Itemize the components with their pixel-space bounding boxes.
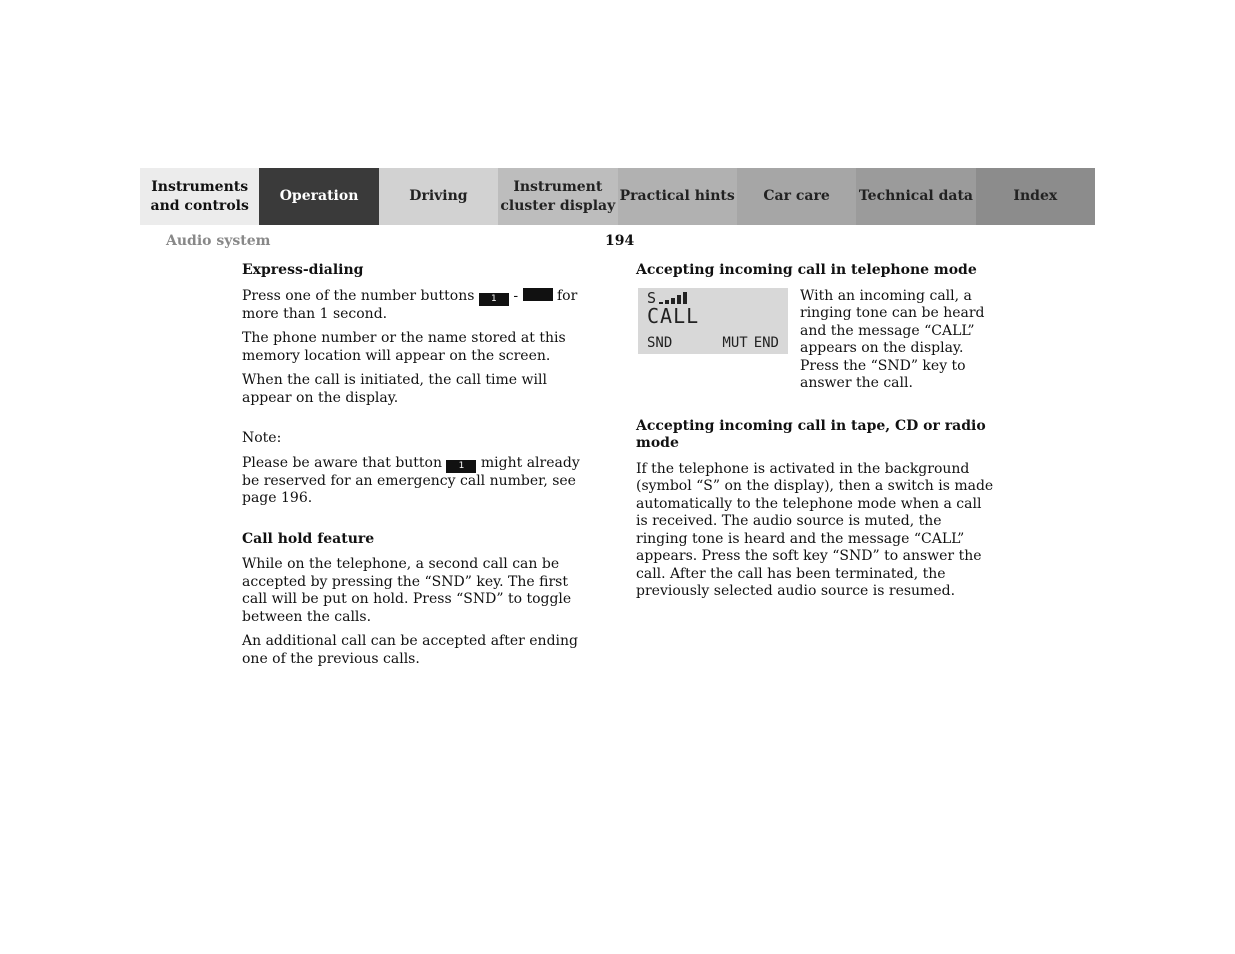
display-softkeys — [647, 335, 779, 353]
tape-cd-radio-heading: Accepting incoming call in tape, CD or radio mode — [636, 417, 986, 451]
tab-driving[interactable] — [379, 168, 498, 225]
paragraph: If the telephone is activated in the background (symbol “S” on the display), then a switch is made automatically to the telephone mode when a call is received. The audio source is muted, the ringing tone is heard and the message “CALL” appears. Press the soft key “SND” to answer the call. After the call has been terminated, the previously selected audio source is resumed. — [636, 460, 994, 599]
instruction-text: for more than 1 second. — [242, 287, 578, 322]
softkey-snd: SND — [647, 334, 673, 351]
note-text-part: might already be reserved for an emergency call number, see page 196. — [242, 454, 580, 506]
tab-label: Index — [1013, 188, 1058, 204]
note-label: Note: — [242, 430, 282, 446]
display-illustration — [636, 288, 996, 393]
tab-instrument-cluster-display[interactable] — [498, 168, 617, 225]
telephone-mode-heading: Accepting incoming call in telephone mode — [636, 262, 977, 278]
page-number: 194 — [605, 233, 635, 249]
phone-display — [638, 288, 788, 354]
telephone-mode-text: With an incoming call, a ringing tone can be heard and the message “CALL” appears on the display. Press the “SND” key to answer the call. — [800, 287, 985, 391]
note-text — [242, 455, 597, 508]
express-dialing-heading: Express-dialing — [242, 262, 364, 278]
top-navigation — [140, 168, 1095, 225]
call-hold-heading: Call hold feature — [242, 530, 375, 547]
signal-strength-icon — [659, 292, 687, 304]
paragraph: An additional call can be accepted after ending one of the previous calls. — [242, 633, 578, 667]
section-title: Audio system — [166, 233, 271, 249]
tab-label: Practical hints — [619, 188, 735, 204]
tab-label: Technical data — [858, 188, 973, 204]
number-key-blank-icon — [523, 288, 553, 301]
right-column — [636, 262, 996, 608]
tab-operation[interactable] — [259, 168, 378, 225]
dash: - — [513, 287, 519, 304]
express-dialing-instruction — [242, 288, 597, 324]
display-symbol-s: S — [647, 288, 657, 307]
tab-index[interactable] — [976, 168, 1095, 225]
left-column — [242, 262, 597, 675]
number-key-1-icon: 1 — [479, 293, 509, 306]
tab-label: Instruments and controls — [150, 178, 249, 214]
paragraph: When the call is initiated, the call time will appear on the display. — [242, 372, 547, 406]
tab-instruments-and-controls[interactable] — [140, 168, 259, 225]
softkey-mut: MUT — [722, 334, 748, 351]
softkey-end: END — [753, 334, 779, 351]
number-key-1-icon: 1 — [446, 460, 476, 473]
tab-label: Instrument cluster display — [500, 178, 616, 214]
tab-practical-hints[interactable] — [618, 168, 737, 225]
display-message: CALL — [647, 303, 700, 328]
note-text-part: Please be aware that button — [242, 454, 442, 471]
tab-technical-data[interactable] — [856, 168, 975, 225]
tab-label: Driving — [409, 188, 468, 204]
tab-label: Car care — [763, 188, 830, 204]
paragraph: While on the telephone, a second call can be accepted by pressing the “SND” key. The first call will be put on hold. Press “SND” to toggle between the calls. — [242, 556, 572, 625]
tab-car-care[interactable] — [737, 168, 856, 225]
instruction-text: Press one of the number buttons — [242, 287, 475, 304]
tab-label: Operation — [279, 188, 359, 204]
paragraph: The phone number or the name stored at this memory location will appear on the screen. — [242, 330, 566, 364]
